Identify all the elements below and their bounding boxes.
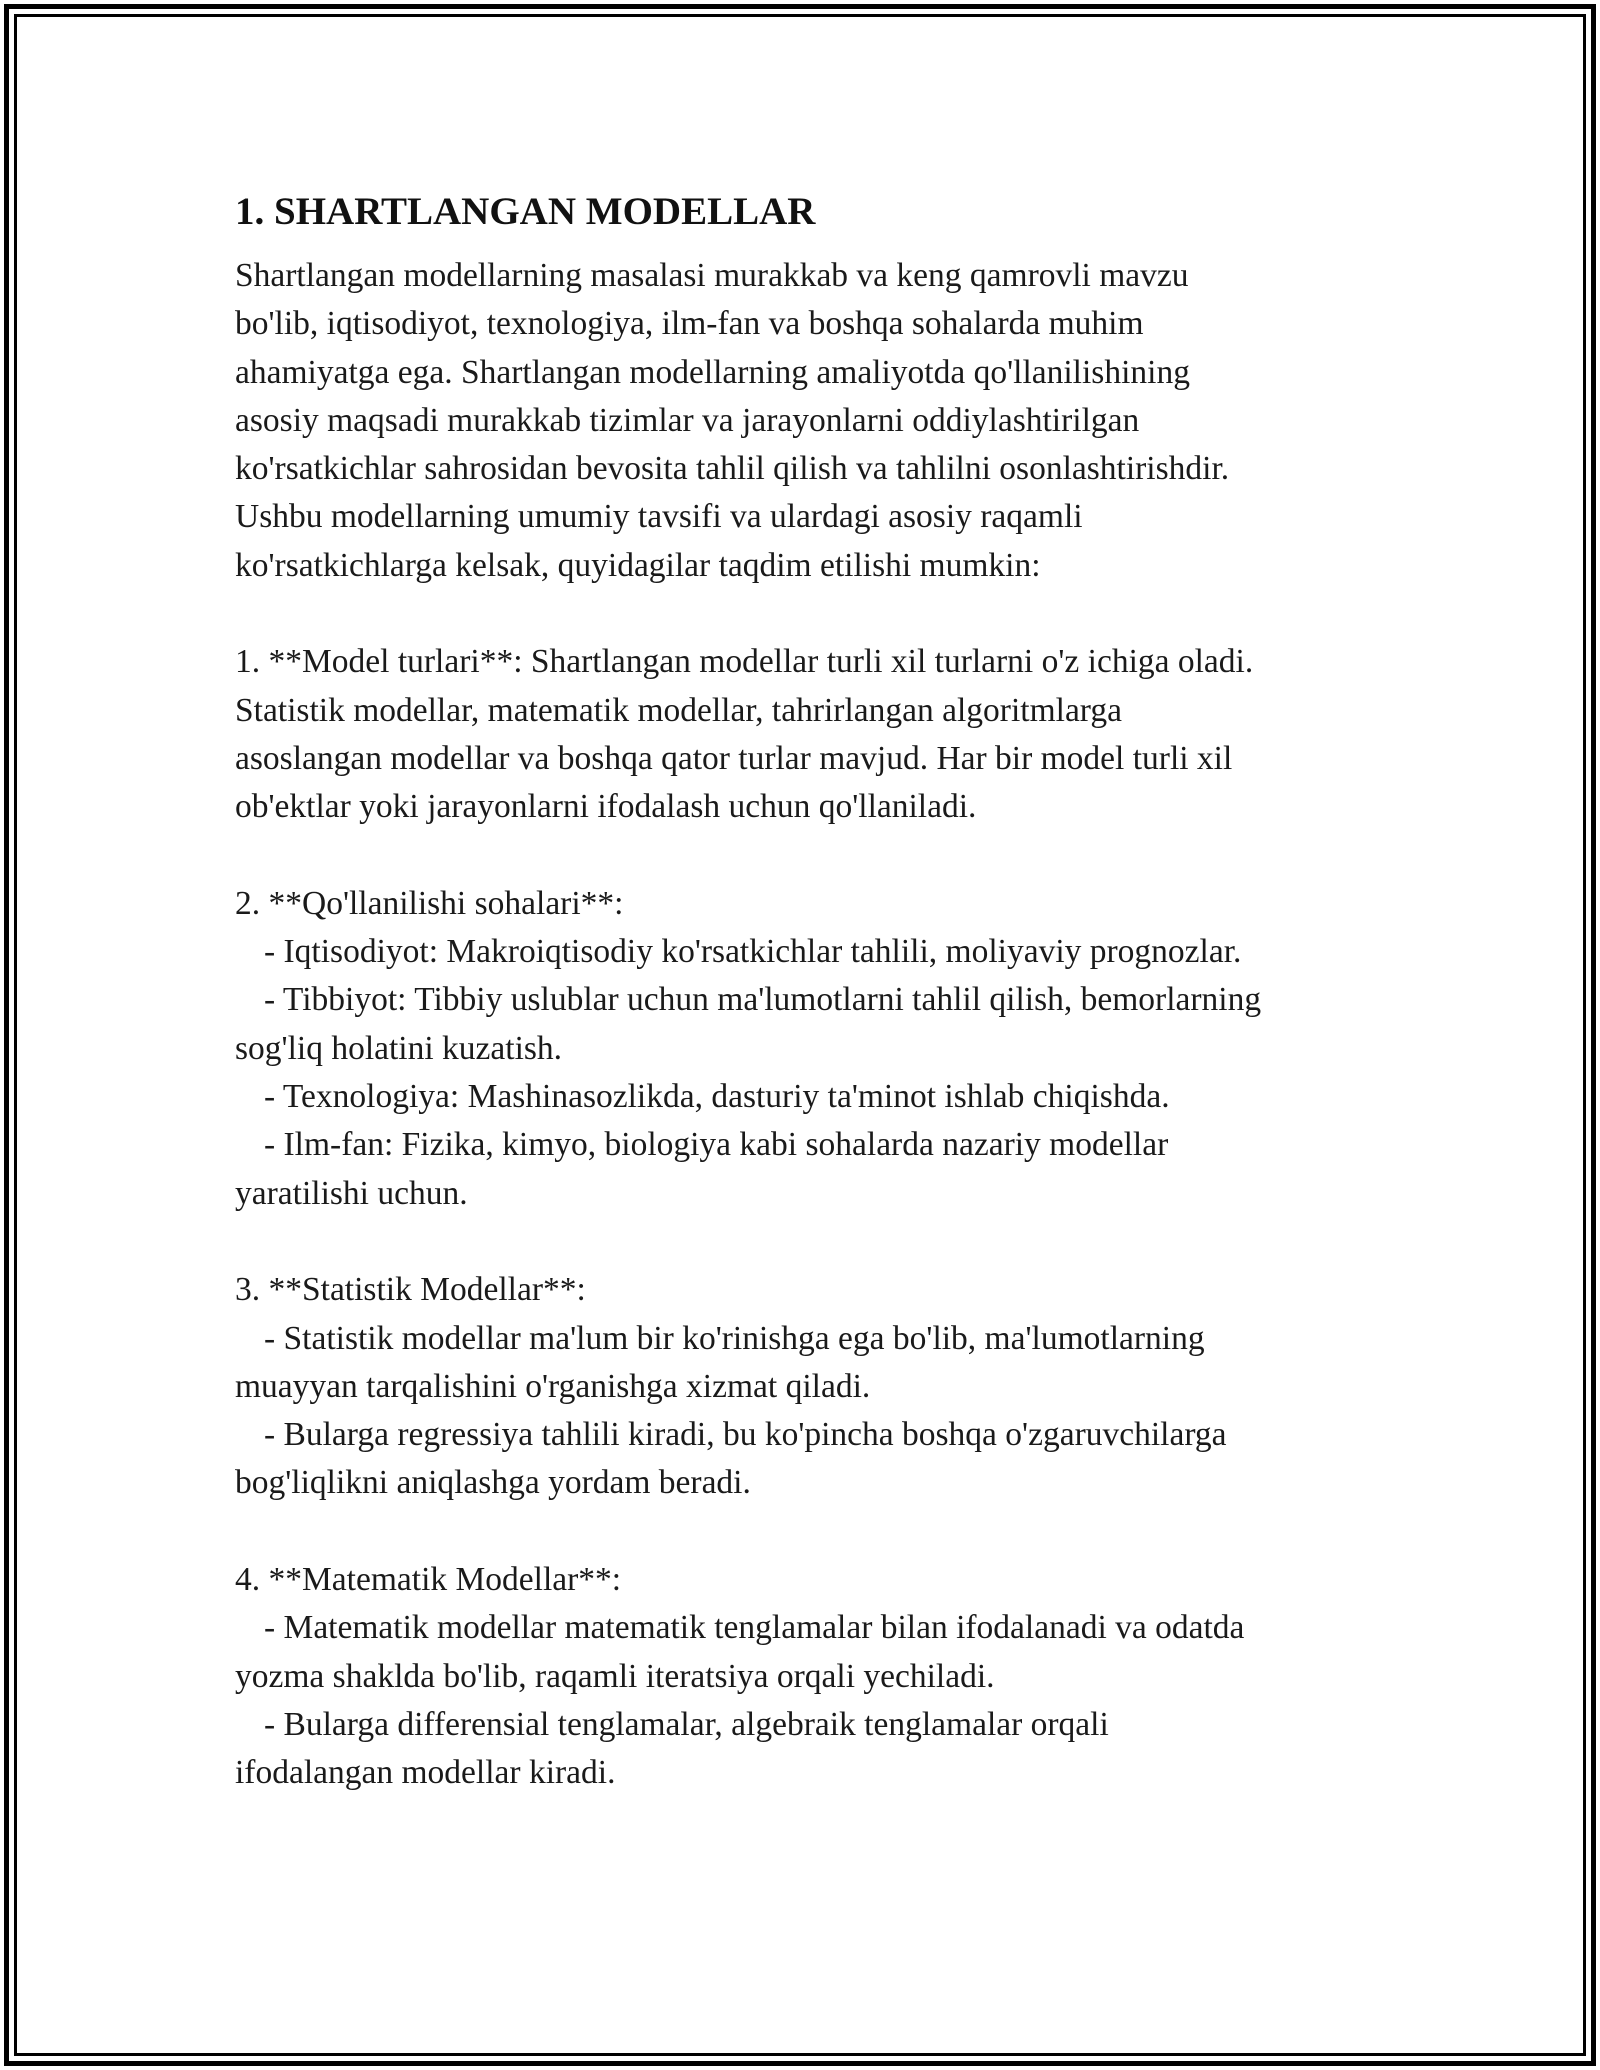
list-item: - Tibbiyot: Tibbiy uslublar uchun ma'lumotlarni tahlil qilish, bemorlarning <box>264 981 1262 1019</box>
paragraph-spacer <box>235 1508 1415 1556</box>
list-item: - Texnologiya: Mashinasozlikda, dasturiy ta'minot ishlab chiqishda. <box>264 1078 1170 1116</box>
paragraph-line: ko'rsatkichlar sahrosidan bevosita tahlil qilish va tahlilni osonlashtirishdir. <box>235 450 1230 488</box>
paragraph-line: asosiy maqsadi murakkab tizimlar va jarayonlarni oddiylashtirilgan <box>235 401 1140 439</box>
list-item: - Matematik modellar matematik tenglamalar bilan ifodalanadi va odatda <box>264 1609 1245 1647</box>
paragraph-line: asoslangan modellar va boshqa qator turlar mavjud. Har bir model turli xil <box>235 739 1233 777</box>
section-mathematical-models <box>235 1556 1415 1797</box>
list-item: - Iqtisodiyot: Makroiqtisodiy ko'rsatkichlar tahlili, moliyaviy prognozlar. <box>264 933 1242 971</box>
paragraph-line: ob'ektlar yoki jarayonlarni ifodalash uchun qo'llaniladi. <box>235 788 977 826</box>
document-body <box>235 186 1415 1798</box>
paragraph-line: ko'rsatkichlarga kelsak, quyidagilar taqdim etilishi mumkin: <box>235 546 1041 584</box>
section-application-areas <box>235 880 1415 1218</box>
list-item-continuation: ifodalangan modellar kiradi. <box>235 1754 616 1792</box>
paragraph-spacer <box>235 590 1415 638</box>
section-model-types <box>235 638 1415 831</box>
section-heading: 4. **Matematik Modellar**: <box>235 1561 622 1599</box>
section-statistical-models <box>235 1266 1415 1507</box>
intro-paragraph <box>235 252 1415 590</box>
list-item-continuation: yaratilishi uchun. <box>235 1174 468 1212</box>
paragraph-line: bo'lib, iqtisodiyot, texnologiya, ilm-fan va boshqa sohalarda muhim <box>235 305 1144 343</box>
list-item: - Statistik modellar ma'lum bir ko'rinishga ega bo'lib, ma'lumotlarning <box>264 1319 1205 1357</box>
paragraph-line: ahamiyatga ega. Shartlangan modellarning amaliyotda qo'llanilishining <box>235 353 1190 391</box>
paragraph-line: 1. **Model turlari**: Shartlangan modellar turli xil turlarni o'z ichiga oladi. <box>235 643 1254 681</box>
paragraph-spacer <box>235 832 1415 880</box>
paragraph-spacer <box>235 1218 1415 1266</box>
list-item-continuation: bog'liqlikni aniqlashga yordam beradi. <box>235 1464 751 1502</box>
paragraph-line: Ushbu modellarning umumiy tavsifi va ulardagi asosiy raqamli <box>235 498 1083 536</box>
section-heading: 2. **Qo'llanilishi sohalari**: <box>235 884 624 922</box>
list-item: - Bularga differensial tenglamalar, algebraik tenglamalar orqali <box>264 1705 1109 1743</box>
list-item: - Ilm-fan: Fizika, kimyo, biologiya kabi sohalarda nazariy modellar <box>264 1126 1169 1164</box>
list-item: - Bularga regressiya tahlili kiradi, bu ko'pincha boshqa o'zgaruvchilarga <box>264 1416 1227 1454</box>
list-item-continuation: yozma shaklda bo'lib, raqamli iteratsiya orqali yechiladi. <box>235 1657 995 1695</box>
document-title: 1. SHARTLANGAN MODELLAR <box>235 190 816 233</box>
paragraph-line: Shartlangan modellarning masalasi murakkab va keng qamrovli mavzu <box>235 257 1189 294</box>
section-heading: 3. **Statistik Modellar**: <box>235 1271 586 1309</box>
list-item-continuation: sog'liq holatini kuzatish. <box>235 1029 563 1067</box>
paragraph-line: Statistik modellar, matematik modellar, tahrirlangan algoritmlarga <box>235 691 1122 729</box>
list-item-continuation: muayyan tarqalishini o'rganishga xizmat qiladi. <box>235 1367 871 1405</box>
